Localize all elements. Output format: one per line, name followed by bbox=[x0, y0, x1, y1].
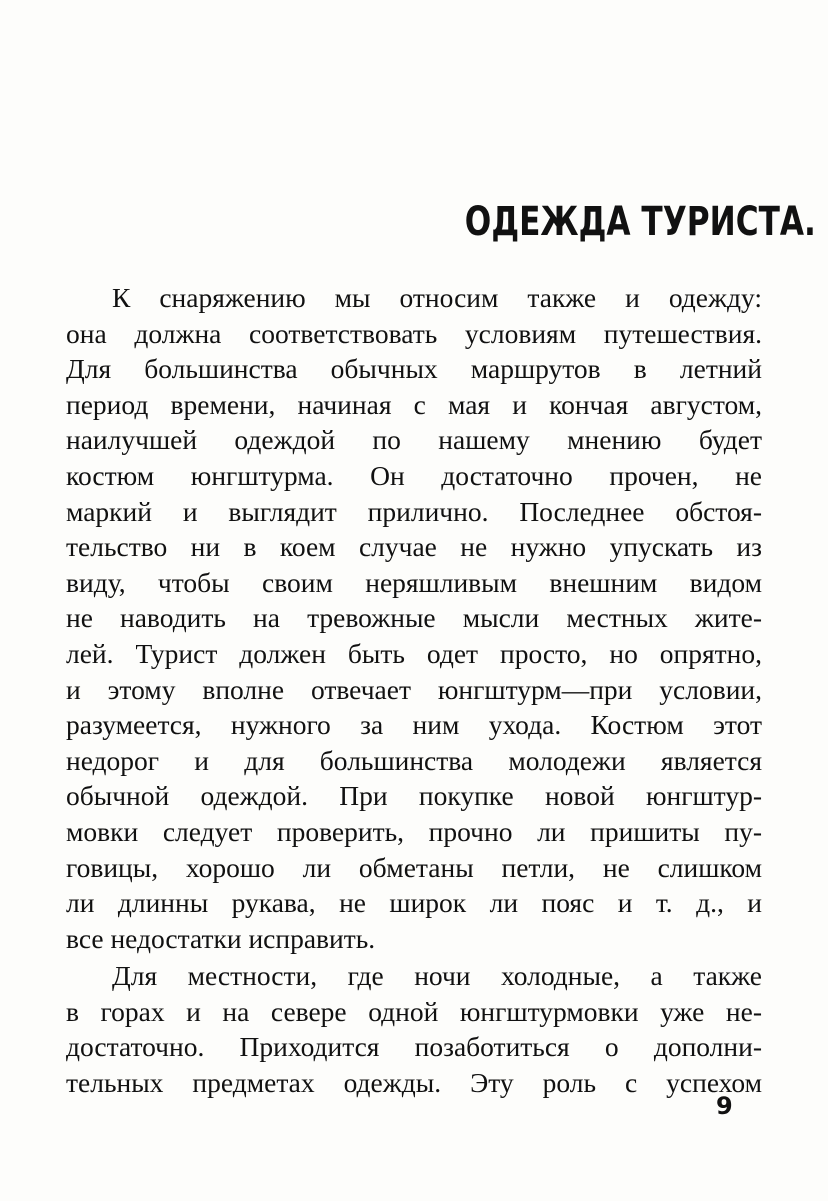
paragraph-2 bbox=[66, 958, 762, 1100]
text-line: и этому вполне отвечает юнгштурм—при условии, bbox=[66, 673, 762, 705]
text-line: наилучшей одеждой по нашему мнению будет bbox=[66, 424, 762, 456]
body-text bbox=[66, 280, 762, 1101]
text-line: мовки следует проверить, прочно ли пришиты пу- bbox=[66, 815, 762, 847]
text-line: она должна соответствовать условиям путешествия. bbox=[66, 317, 762, 349]
text-line: недорог и для большинства молодежи является bbox=[66, 744, 762, 776]
text-line: тельство ни в коем случае не нужно упускать из bbox=[66, 531, 762, 563]
text-line: костюм юнгштурма. Он достаточно прочен, не bbox=[66, 459, 762, 491]
text-line: период времени, начиная с мая и кончая августом, bbox=[66, 388, 762, 420]
page-number: 9 bbox=[716, 1092, 733, 1120]
text-line: К снаряжению мы относим также и одежду: bbox=[112, 282, 762, 313]
text-line: тельных предметах одежды. Эту роль с успехом bbox=[66, 1067, 762, 1099]
text-line: Для местности, где ночи холодные, а также bbox=[112, 960, 762, 992]
text-line: лей. Турист должен быть одет просто, но опрятно, bbox=[66, 637, 762, 669]
text-line: виду, чтобы своим неряшливым внешним видом bbox=[66, 566, 762, 598]
text-line: все недостатки исправить. bbox=[66, 922, 376, 954]
text-line: говицы, хорошо ли обметаны петли, не слишком bbox=[66, 851, 762, 883]
text-line: Для большинства обычных маршрутов в летний bbox=[66, 353, 762, 385]
text-line: разумеется, нужного за ним ухода. Костюм этот bbox=[66, 709, 762, 741]
text-line: ли длинны рукава, не широк ли пояс и т. д., и bbox=[66, 887, 762, 919]
text-line: обычной одеждой. При покупке новой юнгштур- bbox=[66, 780, 762, 812]
chapter-title: ОДЕЖДА ТУРИСТА. bbox=[464, 199, 816, 245]
text-line: маркий и выглядит прилично. Последнее обстоя- bbox=[66, 495, 762, 527]
paragraph-1 bbox=[66, 280, 762, 956]
text-line: в горах и на севере одной юнгштурмовки уже не- bbox=[66, 995, 762, 1027]
text-line: не наводить на тревожные мысли местных жите- bbox=[66, 602, 762, 634]
text-line: достаточно. Приходится позаботиться о дополни- bbox=[66, 1031, 762, 1063]
